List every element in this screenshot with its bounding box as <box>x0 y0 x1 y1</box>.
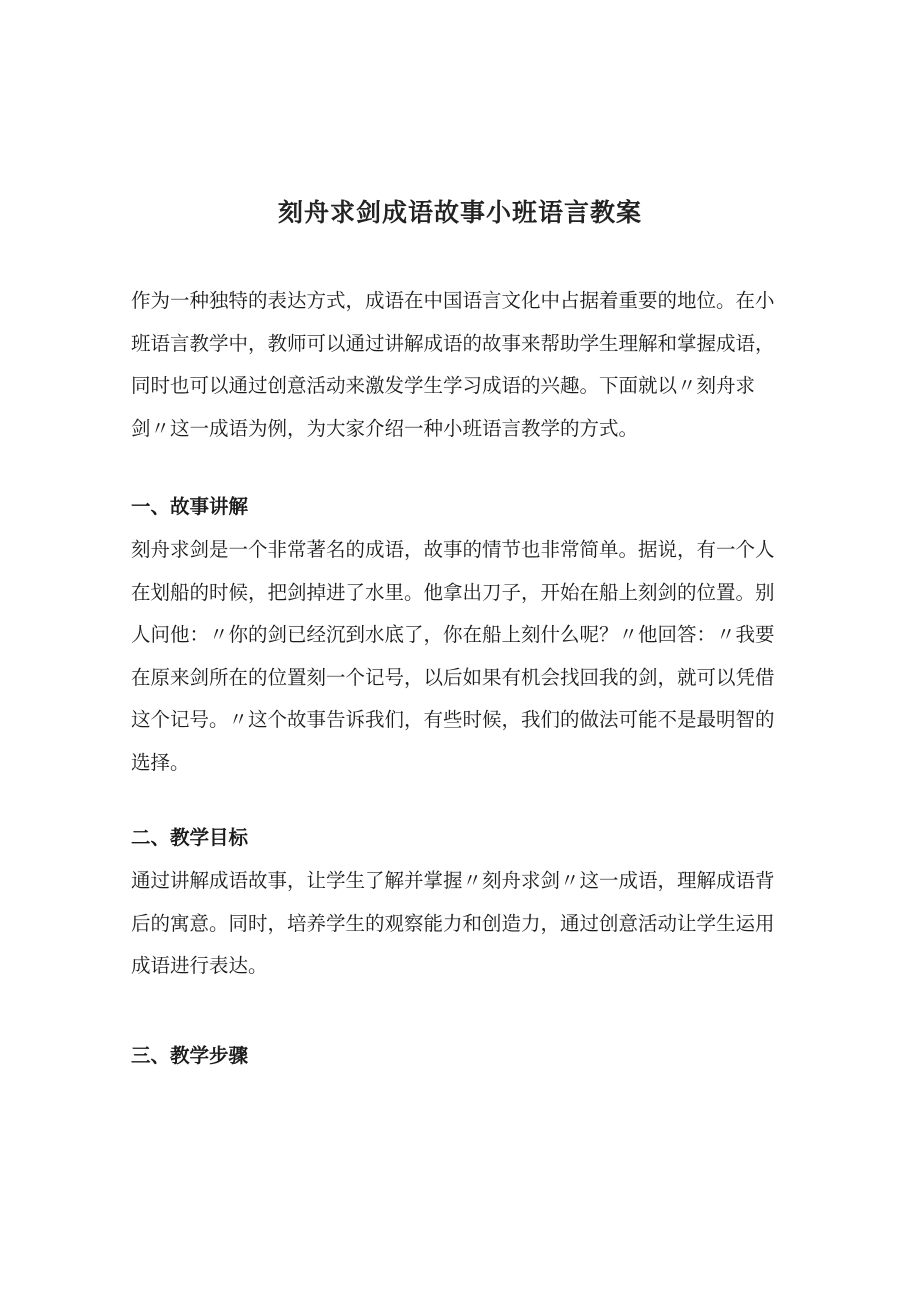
story-line: 刻舟求剑是一个非常著名的成语，故事的情节也非常简单。据说，有一个人 <box>131 538 775 561</box>
story-line: 在划船的时候，把剑掉进了水里。他拿出刀子，开始在船上刻剑的位置。别 <box>131 580 775 604</box>
section-body-story <box>131 529 799 784</box>
goals-line: 通过讲解成语故事，让学生了解并掌握〃刻舟求剑〃这一成语，理解成语背 <box>131 869 775 892</box>
section-heading-story: 一、故事讲解 <box>131 495 249 518</box>
intro-paragraph <box>131 280 799 450</box>
intro-line: 剑〃这一成语为例，为大家介绍一种小班语言教学的方式。 <box>131 416 639 440</box>
section-heading-goals: 二、教学目标 <box>131 826 249 849</box>
section-heading-steps: 三、教学步骤 <box>131 1044 249 1067</box>
story-line: 这个记号。〃这个故事告诉我们，有些时候，我们的做法可能不是最明智的 <box>131 708 775 731</box>
intro-line: 班语言教学中，教师可以通过讲解成语的故事来帮助学生理解和掌握成语， <box>131 331 775 355</box>
intro-line: 作为一种独特的表达方式，成语在中国语言文化中占据着重要的地位。在小 <box>131 289 775 312</box>
section-body-goals <box>131 860 799 988</box>
story-line: 在原来剑所在的位置刻一个记号，以后如果有机会找回我的剑，就可以凭借 <box>131 665 775 689</box>
document-title: 刻舟求剑成语故事小班语言教案 <box>277 197 642 227</box>
intro-line: 同时也可以通过创意活动来激发学生学习成语的兴趣。下面就以〃刻舟求 <box>131 374 756 397</box>
goals-line: 成语进行表达。 <box>131 954 268 977</box>
story-line: 人问他：〃你的剑已经沉到水底了，你在船上刻什么呢？〃他回答：〃我要 <box>131 623 775 646</box>
goals-line: 后的寓意。同时，培养学生的观察能力和创造力，通过创意活动让学生运用 <box>131 911 775 935</box>
story-line: 选择。 <box>131 750 190 774</box>
